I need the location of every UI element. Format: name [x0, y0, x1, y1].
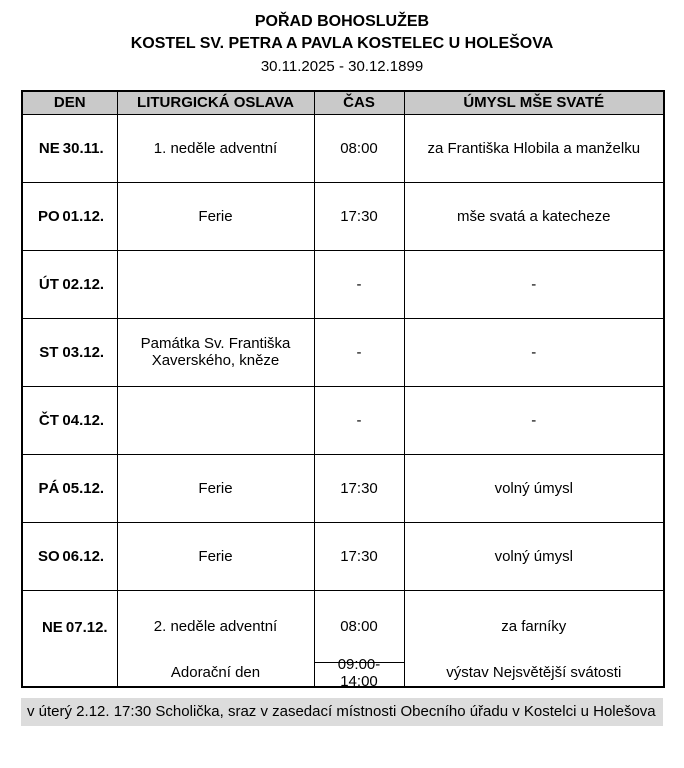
day-label: NE — [38, 139, 60, 157]
oslava-cell — [117, 590, 314, 687]
table-row — [22, 318, 664, 386]
cas-cell — [314, 590, 404, 690]
umysl-cell: volný úmysl — [404, 454, 664, 522]
page-title: POŘAD BOHOSLUŽEB — [254, 13, 430, 30]
date-label: 07.12. — [65, 618, 108, 636]
table-row — [22, 114, 664, 182]
date-label: 01.12. — [62, 207, 105, 225]
col-header-oslava: LITURGICKÁ OSLAVA — [117, 91, 314, 114]
table-row — [22, 386, 664, 454]
den-cell — [22, 386, 117, 454]
cas-cell: 17:30 — [314, 522, 404, 590]
date-label: 04.12. — [62, 411, 105, 429]
col-header-umysl: ÚMYSL MŠE SVATÉ — [404, 91, 664, 114]
oslava-top: 2. neděle adventní — [153, 617, 278, 635]
cas-cell: 08:00 — [314, 114, 404, 182]
den-cell — [22, 590, 117, 687]
umysl-cell: - — [404, 318, 664, 386]
day-label: ÚT — [38, 275, 59, 293]
den-cell — [22, 182, 117, 250]
date-label: 05.12. — [62, 479, 105, 497]
title-block — [21, 12, 663, 77]
table-row — [22, 250, 664, 318]
date-label: 03.12. — [62, 343, 105, 361]
oslava-cell: Památka Sv. Františka Xaverského, kněze — [117, 318, 314, 386]
date-label: 02.12. — [62, 275, 105, 293]
umysl-cell: za Františka Hlobila a manželku — [404, 114, 664, 182]
table-row-sunday-double — [22, 590, 664, 687]
col-header-cas: ČAS — [314, 91, 404, 114]
day-label: SO — [38, 547, 60, 565]
den-cell — [22, 454, 117, 522]
cas-cell: - — [314, 250, 404, 318]
cas-cell: 17:30 — [314, 182, 404, 250]
day-label: ČT — [38, 411, 59, 429]
date-range: 30.11.2025 - 30.12.1899 — [260, 58, 424, 75]
den-cell — [22, 318, 117, 386]
table-row — [22, 522, 664, 590]
day-label: NE — [41, 618, 63, 636]
den-cell — [22, 250, 117, 318]
umysl-cell: - — [404, 386, 664, 454]
oslava-bottom: Adorační den — [170, 664, 261, 681]
oslava-cell: Ferie — [117, 182, 314, 250]
cas-cell: - — [314, 318, 404, 386]
date-label: 30.11. — [62, 139, 104, 157]
table-row — [22, 454, 664, 522]
umysl-cell — [404, 590, 664, 687]
date-label: 06.12. — [62, 547, 105, 565]
umysl-top: za farníky — [501, 617, 567, 635]
day-label: PO — [38, 207, 60, 225]
den-cell — [22, 522, 117, 590]
cas-cell: - — [314, 386, 404, 454]
den-cell — [22, 114, 117, 182]
oslava-cell: Ferie — [117, 522, 314, 590]
umysl-cell: volný úmysl — [404, 522, 664, 590]
table-row — [22, 182, 664, 250]
schedule-table — [21, 90, 665, 688]
cas-bottom: 09:00-14:00 — [315, 662, 404, 686]
oslava-cell: 1. neděle adventní — [117, 114, 314, 182]
page-subtitle: KOSTEL SV. PETRA A PAVLA KOSTELEC U HOLEŠOVA — [130, 35, 554, 52]
day-label: ST — [39, 343, 59, 361]
table-header-row — [22, 91, 664, 114]
col-header-den: DEN — [22, 91, 117, 114]
umysl-cell: mše svatá a katecheze — [404, 182, 664, 250]
cas-cell: 17:30 — [314, 454, 404, 522]
oslava-cell: Ferie — [117, 454, 314, 522]
umysl-cell: - — [404, 250, 664, 318]
cas-top: 08:00 — [340, 617, 378, 635]
day-label: PÁ — [38, 479, 60, 497]
oslava-cell — [117, 386, 314, 454]
oslava-cell — [117, 250, 314, 318]
footer-note: v úterý 2.12. 17:30 Scholička, sraz v zasedací místnosti Obecního úřadu v Kostelci u Holešova — [21, 698, 663, 726]
umysl-bottom: výstav Nejsvětější svátosti — [446, 664, 622, 681]
